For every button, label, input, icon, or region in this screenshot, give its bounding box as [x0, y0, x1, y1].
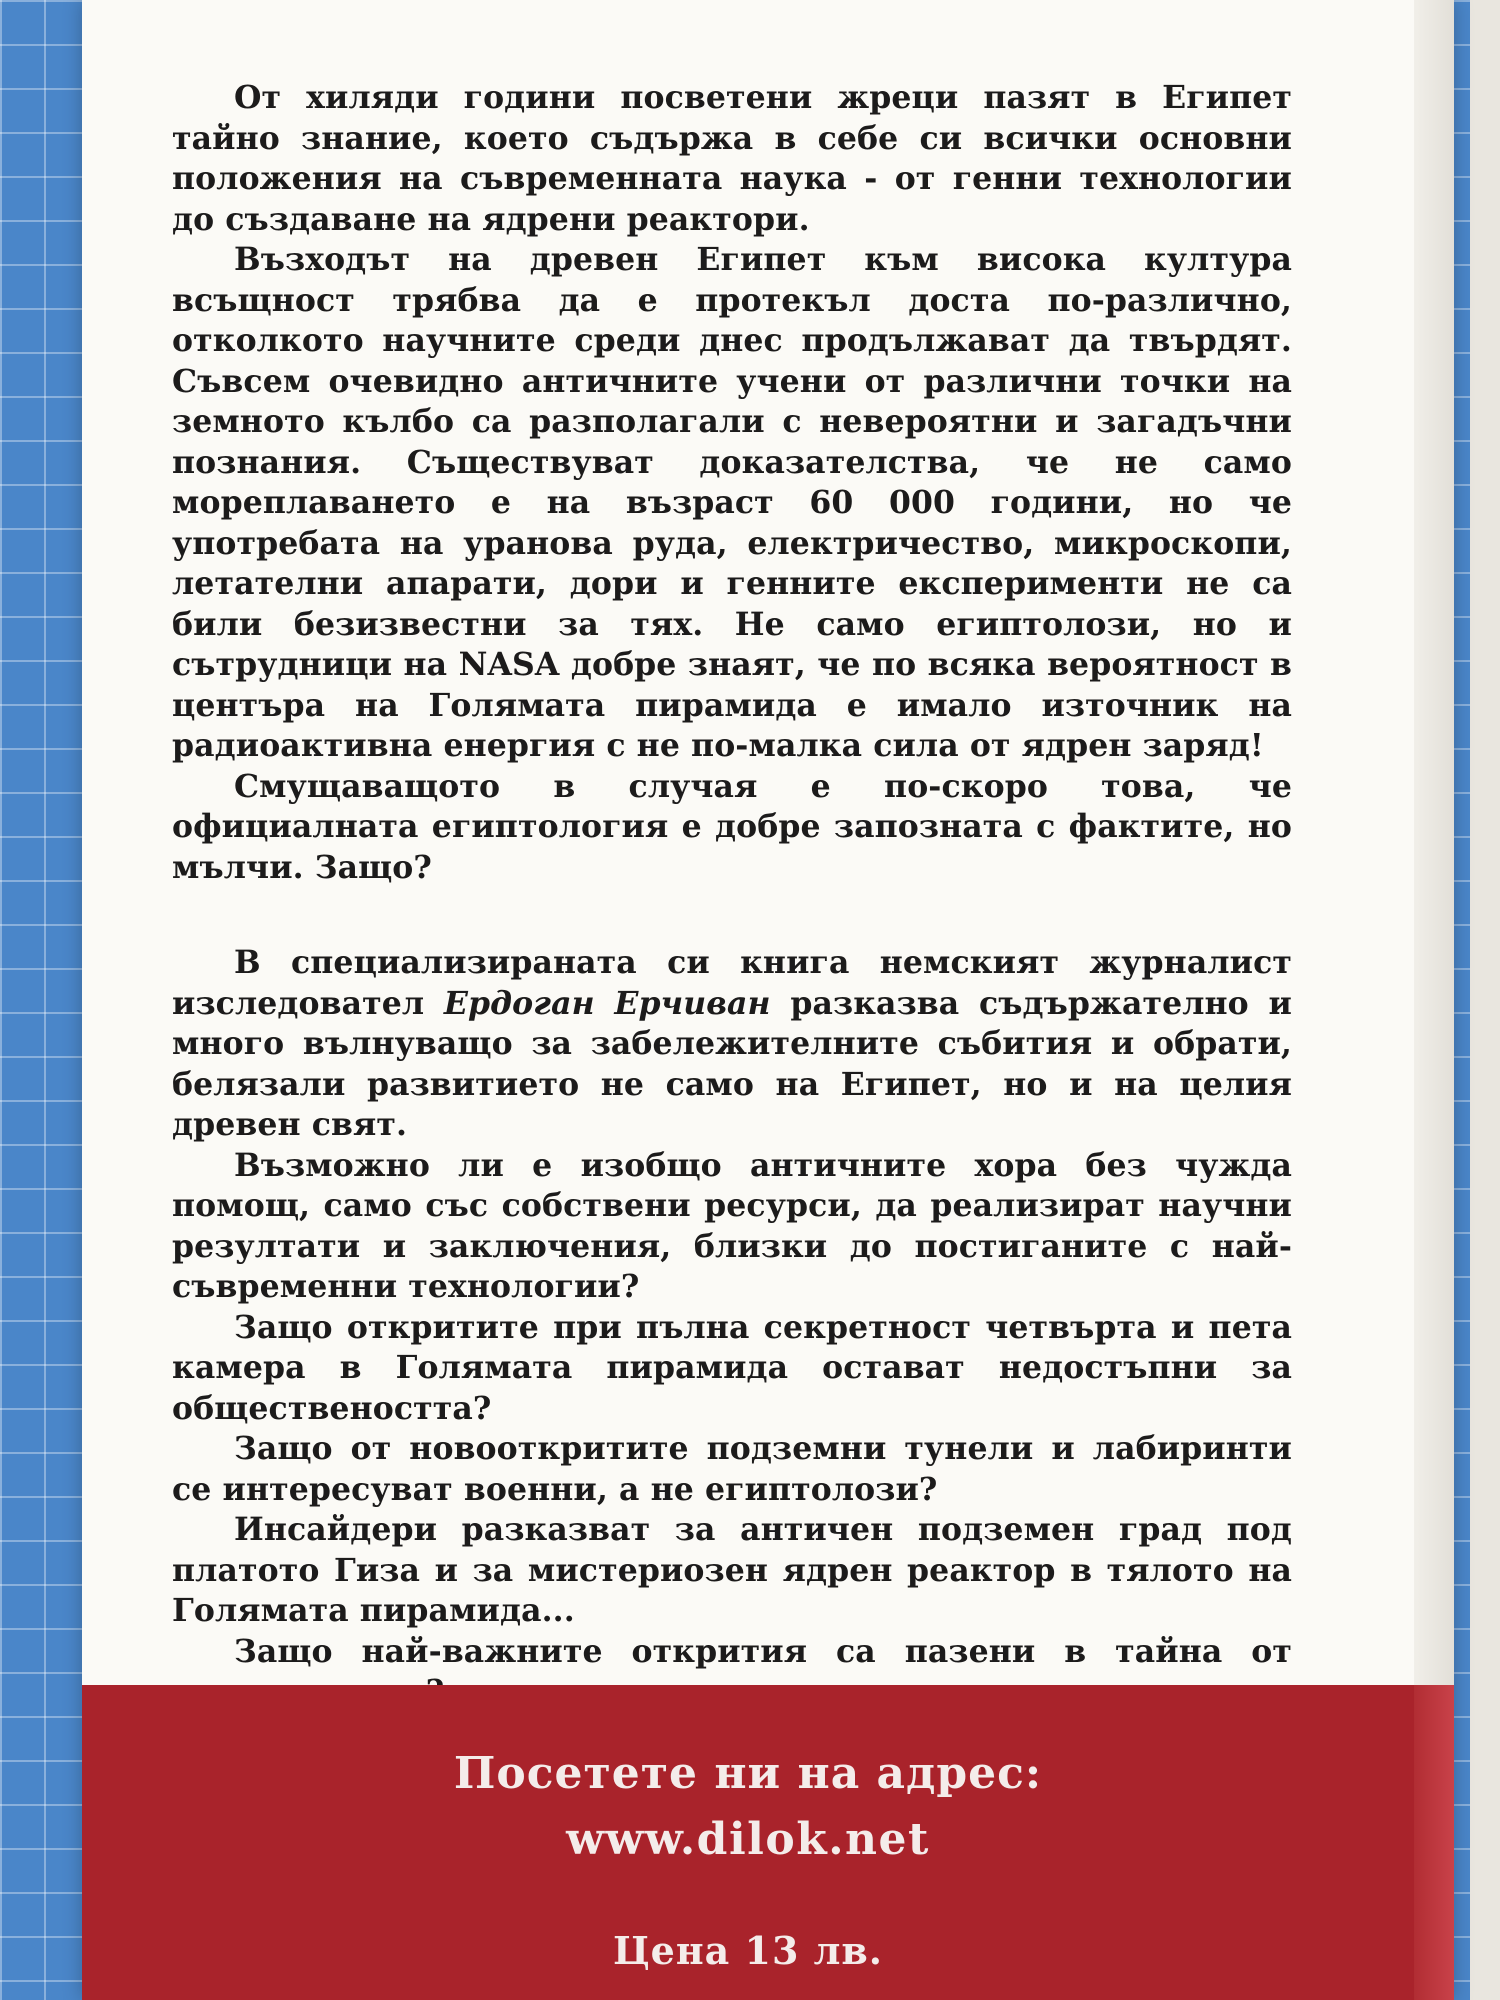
- paragraph-2: Възходът на древен Египет към висока култура всъщност трябва да е протекъл доста по-различно, отколкото научните среди днес продължават да твърдят. Съвсем очевидно античните учени от различни точки на земното кълбо са разполагали с невероятни и загадъчни познания. Съществуват доказателства, че не само мореплаването е на възраст 60 000 години, но че употребата на уранова руда, електричество, микроскопи, летателни апарати, дори и генните експерименти не са били безизвестни за тях. Не само египтолози, но и сътрудници на NASA добре знаят, че по всяка вероятност в центъра на Голямата пирамида е имало източник на радиоактивна енергия с не по-малка сила от ядрен заряд!: [172, 241, 1292, 764]
- author-paragraph: [172, 943, 1292, 1146]
- question-4: Инсайдери разказват за античен подземен град под платото Гиза и за мистериозен ядрен реактор в тялото на Голямата пирамида...: [172, 1511, 1292, 1629]
- question-1: Възможно ли е изобщо античните хора без чужда помощ, само със собствени ресурси, да реализират научни резултати и заключения, близки до постиганите с най-съвременни технологии?: [172, 1146, 1292, 1305]
- price-label: Цена 13 лв.: [612, 1928, 884, 1973]
- author-paragraph-start: В специализираната си книга немският журналист изследовател: [172, 944, 1292, 1022]
- question-3: Защо от новооткритите подземни тунели и лабиринти се интересуват военни, а не египтолози?: [172, 1430, 1292, 1508]
- website-link[interactable]: www.dilok.net: [566, 1814, 930, 1865]
- blurb-text: [172, 78, 1292, 1794]
- book-back-cover: [82, 0, 1454, 2000]
- footer-band-edge: [1414, 1685, 1454, 2000]
- paragraph-1: От хиляди години посветени жреци пазят в Египет тайно знание, което съдържа в себе си всички основни положения на съвременната наука - от генни технологии до създаване на ядрени реактори.: [172, 79, 1292, 238]
- table-edge: [1470, 0, 1500, 2000]
- paragraph-3: Смущаващото в случая е по-скоро това, че официалната египтология е добре запозната с фактите, но мълчи. Защо?: [172, 767, 1292, 886]
- visit-us-label: Посетете ни на адрес:: [453, 1748, 1043, 1799]
- author-name: Ердоган Ерчиван: [443, 984, 771, 1022]
- question-5: Защо най-важните открития са пазени в тайна от: [234, 1632, 1292, 1670]
- author-paragraph-end: разказва съдържателно и много вълнуващо за забележителните събития и обрати, белязали развитието не само на Египет, но и на целия древен свят.: [172, 984, 1292, 1143]
- question-2: Защо откритите при пълна секретност четвърта и пета камера в Голямата пирамида остават недостъпни за обществеността?: [172, 1308, 1292, 1427]
